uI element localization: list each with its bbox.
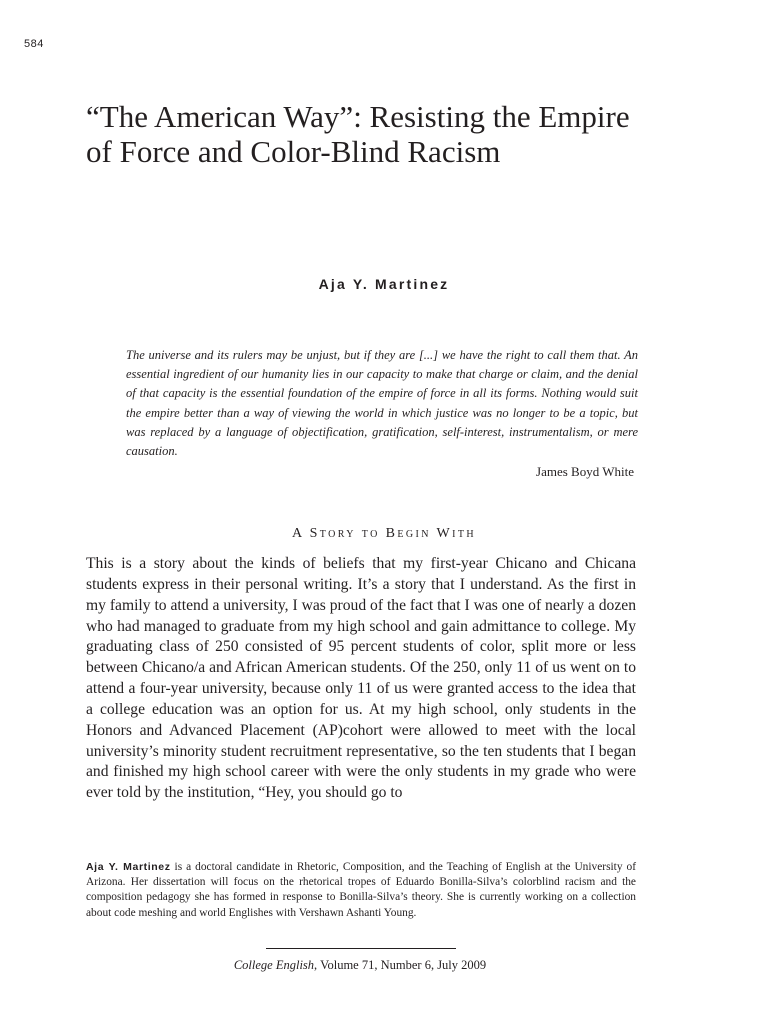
author-bio-name: Aja Y. Martinez (86, 861, 171, 873)
author-bio-text: is a doctoral candidate in Rhetoric, Composition, and the Teaching of English at the University of Arizona. Her dissertation will focus on the rhetorical tropes of Eduardo Bonilla-Silva’s colorblind racism and the composition pedagogy she has formed in response to Bonilla-Silva’s theory. She is currently working on a collection about code meshing and world Englishes with Vershawn Ashanti Young. (86, 861, 636, 919)
section-heading: A Story to Begin With (291, 526, 476, 541)
journal-details: , Volume 71, Number 6, July 2009 (314, 958, 487, 972)
page-number: 584 (24, 38, 44, 50)
footer-divider (266, 948, 456, 949)
journal-name: College English (233, 958, 315, 972)
article-title: “The American Way”: Resisting the Empire of Force and Color-Blind Racism (86, 99, 630, 169)
author-bio (86, 860, 636, 921)
journal-citation (0, 958, 720, 973)
epigraph-attribution: James Boyd White (536, 464, 634, 479)
article-author: Aja Y. Martinez (318, 276, 450, 292)
body-paragraph: This is a story about the kinds of beliefs that my first-year Chicano and Chicana students express in their personal writing. It’s a story that I understand. As the first in my family to attend a university, I was proud of the fact that I was one of nearly a dozen who had managed to graduate from my high school and gain admittance to college. My graduating class of 250 consisted of 95 percent students of color, split more or less between Chicano/a and African American students. Of the 250, only 11 of us went on to attend a four-year university, because only 11 of us were granted access to the idea that a college education was an option for us. At my high school, only students in the Honors and Advanced Placement (AP)cohort were allowed to meet with the local university’s minority student recruitment representative, so the ten students that I began and finished my high school career with were the only students in my grade who were ever told by the institution, “Hey, you should go to (86, 555, 636, 802)
epigraph-quote: The universe and its rulers may be unjust, but if they are [...] we have the right to call them that. An essential ingredient of our humanity lies in our capacity to make that charge or claim, and the denial of that capacity is the essential foundation of the empire of force in all its forms. Nothing would suit the empire better than a way of viewing the world in which justice was no longer to be a topic, but was replaced by a language of objectification, gratification, self-interest, instrumentalism, or mere causation. (126, 348, 638, 459)
